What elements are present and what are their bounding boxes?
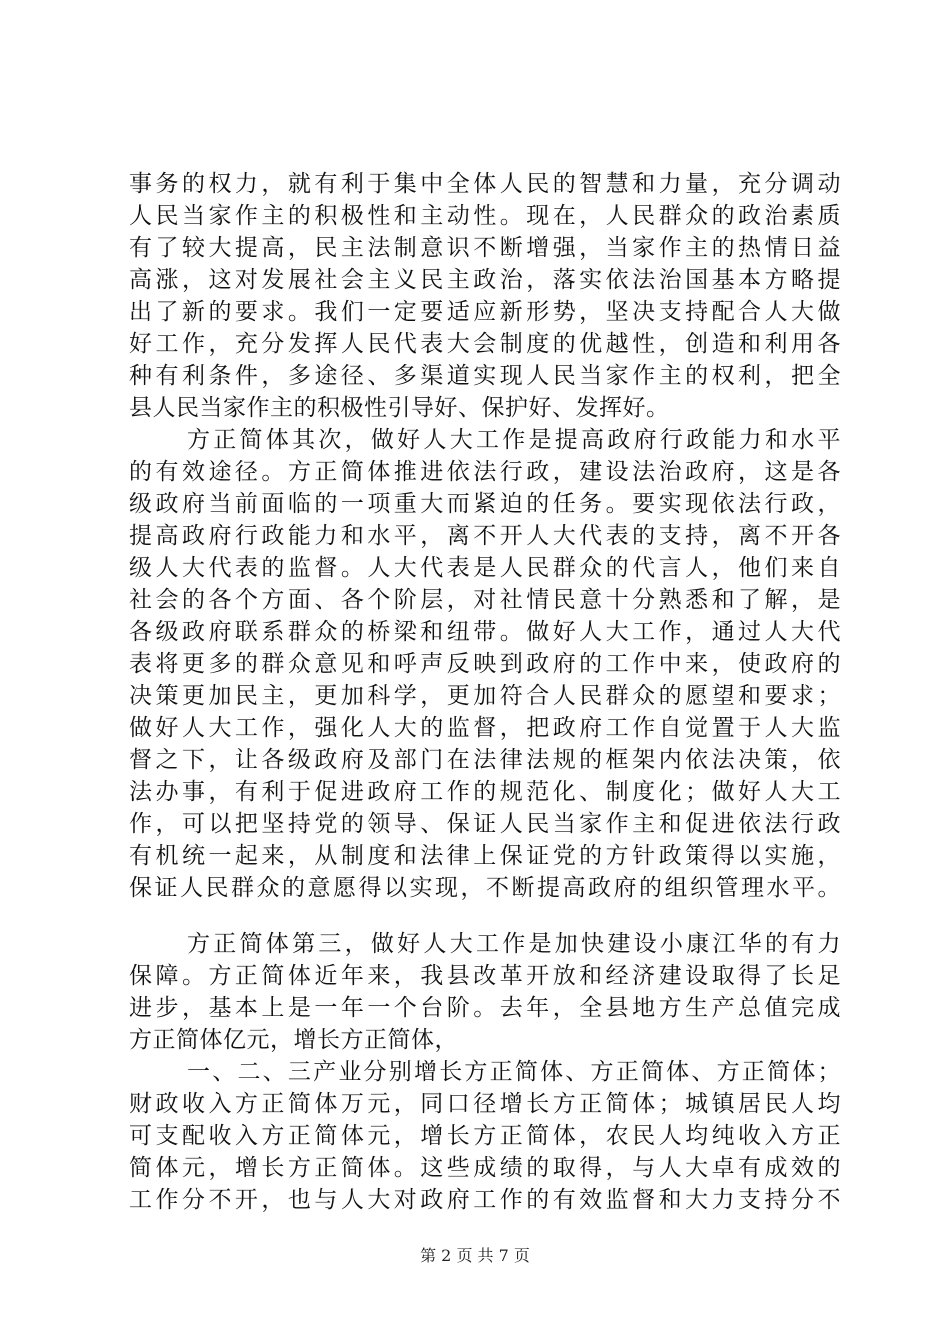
- text-line: 社会的各个方面、各个阶层，对社情民意十分熟悉和了解，是: [129, 587, 841, 613]
- text-line: 有机统一起来，从制度和法律上保证党的方针政策得以实施，: [129, 843, 841, 869]
- text-line: 做好人大工作，强化人大的监督，把政府工作自觉置于人大监: [129, 715, 841, 741]
- text-line: 督之下，让各级政府及部门在法律法规的框架内依法决策，依: [129, 747, 841, 773]
- text-line: 好工作，充分发挥人民代表大会制度的优越性，创造和利用各: [129, 331, 841, 357]
- text-line: 方正简体第三，做好人大工作是加快建设小康江华的有力: [187, 931, 841, 957]
- text-line: 县人民当家作主的积极性引导好、保护好、发挥好。: [129, 395, 670, 421]
- text-line: 各级政府联系群众的桥梁和纽带。做好人大工作，通过人大代: [129, 619, 841, 645]
- text-line: 级人大代表的监督。人大代表是人民群众的代言人，他们来自: [129, 555, 841, 581]
- text-line: 方正简体其次，做好人大工作是提高政府行政能力和水平: [187, 427, 841, 453]
- text-line: 工作分不开，也与人大对政府工作的有效监督和大力支持分不: [129, 1187, 841, 1213]
- text-line: 有了较大提高，民主法制意识不断增强，当家作主的热情日益: [129, 235, 841, 261]
- text-line: 法办事，有利于促进政府工作的规范化、制度化；做好人大工: [129, 779, 841, 805]
- text-line: 简体元，增长方正简体。这些成绩的取得，与人大卓有成效的: [129, 1155, 841, 1181]
- text-line: 保证人民群众的意愿得以实现，不断提高政府的组织管理水平。: [129, 875, 841, 901]
- paragraph-spacer: [129, 904, 841, 928]
- text-line: 人民当家作主的积极性和主动性。现在，人民群众的政治素质: [129, 203, 841, 229]
- text-line: 方正简体亿元，增长方正简体，: [129, 1027, 458, 1053]
- text-line: 可支配收入方正简体元，增长方正简体，农民人均纯收入方正: [129, 1123, 841, 1149]
- document-body: [129, 168, 841, 1216]
- text-line: 出了新的要求。我们一定要适应新形势，坚决支持配合人大做: [129, 299, 841, 325]
- text-line: 级政府当前面临的一项重大而紧迫的任务。要实现依法行政，: [129, 491, 841, 517]
- paragraph: [129, 168, 841, 424]
- text-line: 事务的权力，就有利于集中全体人民的智慧和力量，充分调动: [129, 171, 841, 197]
- text-line: 的有效途径。方正简体推进依法行政，建设法治政府，这是各: [129, 459, 841, 485]
- text-line: 高涨，这对发展社会主义民主政治，落实依法治国基本方略提: [129, 267, 841, 293]
- text-line: 进步，基本上是一年一个台阶。去年，全县地方生产总值完成: [129, 995, 841, 1021]
- text-line: 种有利条件，多途径、多渠道实现人民当家作主的权利，把全: [129, 363, 841, 389]
- text-line: 一、二、三产业分别增长方正简体、方正简体、方正简体；: [187, 1059, 841, 1085]
- page-number-footer: 第 2 页 共 7 页: [420, 1246, 530, 1265]
- paragraph: [129, 1056, 841, 1216]
- paragraph: [129, 424, 841, 904]
- text-line: 作，可以把坚持党的领导、保证人民当家作主和促进依法行政: [129, 811, 841, 837]
- text-line: 表将更多的群众意见和呼声反映到政府的工作中来，使政府的: [129, 651, 841, 677]
- text-line: 财政收入方正简体万元，同口径增长方正简体；城镇居民人均: [129, 1091, 841, 1117]
- paragraph: [129, 928, 841, 1056]
- text-line: 保障。方正简体近年来，我县改革开放和经济建设取得了长足: [129, 963, 841, 989]
- text-line: 提高政府行政能力和水平，离不开人大代表的支持，离不开各: [129, 523, 841, 549]
- text-line: 决策更加民主，更加科学，更加符合人民群众的愿望和要求；: [129, 683, 841, 709]
